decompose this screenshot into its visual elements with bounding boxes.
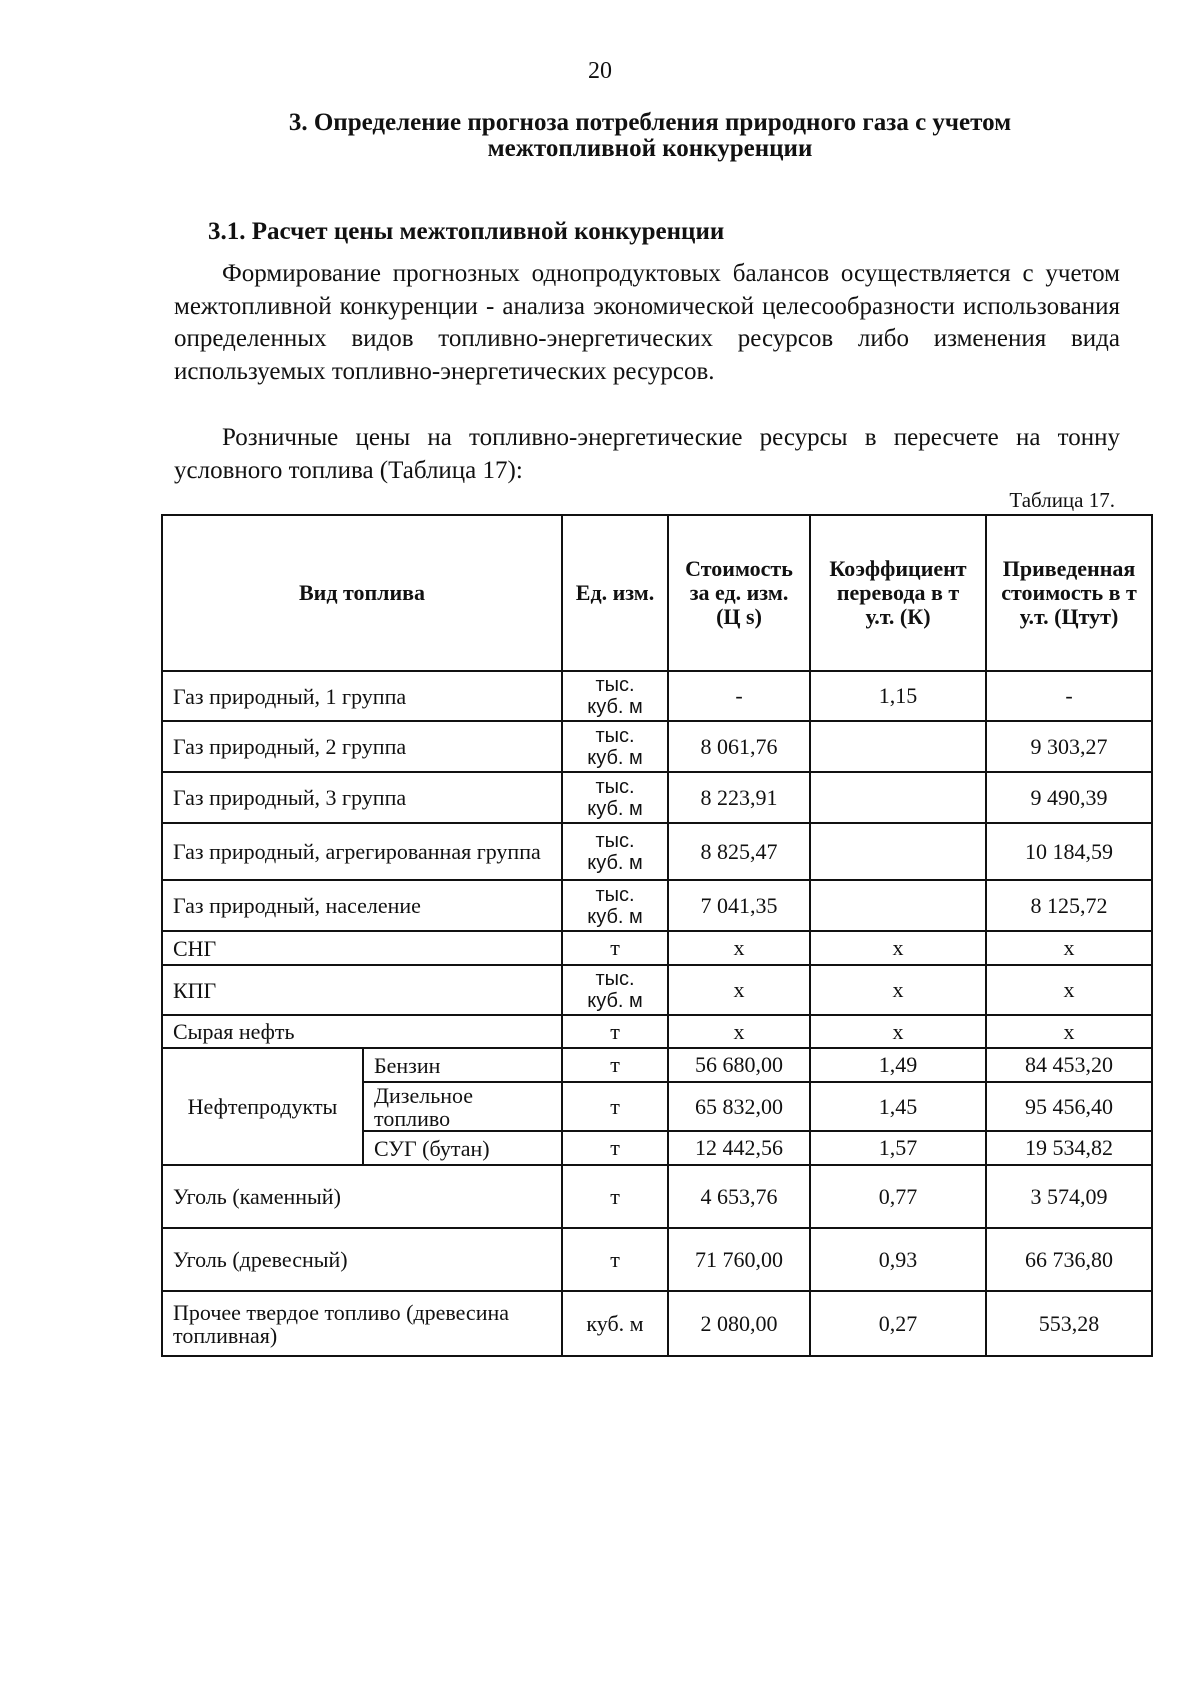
table-row: [162, 880, 1152, 931]
cell-fuel: Газ природный, 2 группа: [162, 721, 562, 772]
cell-fuel: Газ природный, агрегированная группа: [162, 823, 562, 880]
unit-line-1: тыс.: [595, 674, 635, 696]
cell-unit: т: [562, 1082, 668, 1131]
cell-cost: 4 653,76: [668, 1165, 810, 1228]
cell-cost: 8 825,47: [668, 823, 810, 880]
table-row: [162, 1048, 1152, 1082]
table-row: [162, 931, 1152, 965]
cell-fuel: СНГ: [162, 931, 562, 965]
cell-reduced-cost: х: [986, 965, 1152, 1015]
unit-line-1: тыс.: [595, 883, 635, 906]
cell-group-petroleum: Нефтепродукты: [162, 1048, 363, 1165]
cell-unit: т: [562, 1131, 668, 1165]
cell-unit: т: [562, 931, 668, 965]
table-row: [162, 1015, 1152, 1048]
cell-fuel: СУГ (бутан): [363, 1131, 562, 1165]
cell-reduced-cost: 10 184,59: [986, 823, 1152, 880]
cell-cost: 12 442,56: [668, 1131, 810, 1165]
cell-fuel: Бензин: [363, 1048, 562, 1082]
unit-line-1: тыс.: [595, 968, 635, 990]
cell-reduced-cost: 9 303,27: [986, 721, 1152, 772]
cell-fuel: КПГ: [162, 965, 562, 1015]
cell-cost: -: [668, 671, 810, 721]
table-row: [162, 721, 1152, 772]
cell-unit: т: [562, 1048, 668, 1082]
cell-unit: [562, 880, 668, 931]
table-header-row: [162, 515, 1152, 671]
cell-coefficient: 0,77: [810, 1165, 986, 1228]
cell-cost: 2 080,00: [668, 1291, 810, 1356]
cell-reduced-cost: 19 534,82: [986, 1131, 1152, 1165]
fuel-price-table: [161, 514, 1153, 1357]
unit-line-2: куб. м: [587, 696, 643, 718]
cell-reduced-cost: 66 736,80: [986, 1228, 1152, 1291]
header-reduced-cost: Приведенная стоимость в т у.т. (Цтут): [986, 515, 1152, 671]
cell-reduced-cost: 84 453,20: [986, 1048, 1152, 1082]
table-row: [162, 1291, 1152, 1356]
unit-line-2: куб. м: [587, 990, 643, 1012]
cell-fuel: Газ природный, население: [162, 880, 562, 931]
header-coefficient: Коэффициент перевода в т у.т. (К): [810, 515, 986, 671]
table-row: [162, 772, 1152, 823]
cell-unit: [562, 772, 668, 823]
cell-cost: х: [668, 1015, 810, 1048]
cell-coefficient: [810, 880, 986, 931]
cell-coefficient: 1,57: [810, 1131, 986, 1165]
cell-reduced-cost: х: [986, 1015, 1152, 1048]
cell-fuel: Газ природный, 1 группа: [162, 671, 562, 721]
cell-coefficient: [810, 823, 986, 880]
unit-line-2: куб. м: [587, 851, 643, 874]
table-row: [162, 823, 1152, 880]
paragraph-intro: Формирование прогнозных однопродуктовых балансов осуществляется с учетом межтопливной конкуренции - анализа экономической целесообразности использования определенных видов топливно-энергетических ресурсов либо изменения вида используемых топливно-энергетических ресурсов.: [174, 260, 1120, 385]
section-title-line-1: 3. Определение прогноза потребления природного газа с учетом: [288, 109, 1012, 136]
cell-reduced-cost: 9 490,39: [986, 772, 1152, 823]
cell-cost: 8 223,91: [668, 772, 810, 823]
cell-cost: 56 680,00: [668, 1048, 810, 1082]
cell-reduced-cost: 553,28: [986, 1291, 1152, 1356]
cell-coefficient: 1,15: [810, 671, 986, 721]
cell-reduced-cost: 95 456,40: [986, 1082, 1152, 1131]
cell-fuel: Уголь (древесный): [162, 1228, 562, 1291]
cell-unit: т: [562, 1165, 668, 1228]
subsection-title: 3.1. Расчет цены межтопливной конкуренции: [208, 218, 725, 245]
cell-reduced-cost: -: [986, 671, 1152, 721]
table-row: [162, 1165, 1152, 1228]
table-row: [162, 965, 1152, 1015]
unit-line-2: куб. м: [587, 905, 643, 928]
cell-coefficient: [810, 721, 986, 772]
unit-line-2: куб. м: [587, 797, 643, 820]
table-row: [162, 671, 1152, 721]
cell-coefficient: [810, 772, 986, 823]
section-title: [150, 110, 1150, 162]
cell-reduced-cost: 8 125,72: [986, 880, 1152, 931]
cell-coefficient: 0,27: [810, 1291, 986, 1356]
unit-line-1: тыс.: [595, 775, 635, 798]
page-number: 20: [588, 58, 612, 84]
cell-unit: куб. м: [562, 1291, 668, 1356]
cell-reduced-cost: х: [986, 931, 1152, 965]
cell-coefficient: 1,49: [810, 1048, 986, 1082]
cell-fuel: Уголь (каменный): [162, 1165, 562, 1228]
header-cost: Стоимость за ед. изм. (Ц s): [668, 515, 810, 671]
header-unit: Ед. изм.: [562, 515, 668, 671]
cell-unit: т: [562, 1228, 668, 1291]
cell-fuel: Дизельное топливо: [363, 1082, 562, 1131]
table-row: [162, 1228, 1152, 1291]
cell-fuel: Сырая нефть: [162, 1015, 562, 1048]
unit-line-1: тыс.: [595, 829, 635, 852]
cell-fuel: Газ природный, 3 группа: [162, 772, 562, 823]
cell-unit: [562, 671, 668, 721]
cell-unit: [562, 965, 668, 1015]
cell-cost: х: [668, 931, 810, 965]
section-title-line-2: межтопливной конкуренции: [487, 135, 813, 162]
unit-line-2: куб. м: [587, 746, 643, 769]
cell-coefficient: 1,45: [810, 1082, 986, 1131]
cell-cost: 7 041,35: [668, 880, 810, 931]
cell-cost: 8 061,76: [668, 721, 810, 772]
table-caption: Таблица 17.: [1009, 488, 1115, 512]
cell-coefficient: 0,93: [810, 1228, 986, 1291]
cell-unit: т: [562, 1015, 668, 1048]
cell-coefficient: х: [810, 965, 986, 1015]
cell-coefficient: х: [810, 1015, 986, 1048]
cell-unit: [562, 823, 668, 880]
cell-cost: 65 832,00: [668, 1082, 810, 1131]
paragraph-prices: Розничные цены на топливно-энергетические ресурсы в пересчете на тонну условного топлива (Таблица 17):: [174, 424, 1120, 484]
cell-cost: 71 760,00: [668, 1228, 810, 1291]
cell-cost: х: [668, 965, 810, 1015]
unit-line-1: тыс.: [595, 724, 635, 747]
cell-reduced-cost: 3 574,09: [986, 1165, 1152, 1228]
cell-coefficient: х: [810, 931, 986, 965]
cell-unit: [562, 721, 668, 772]
header-fuel-type: Вид топлива: [162, 515, 562, 671]
cell-fuel: Прочее твердое топливо (древесина топливная): [162, 1291, 562, 1356]
